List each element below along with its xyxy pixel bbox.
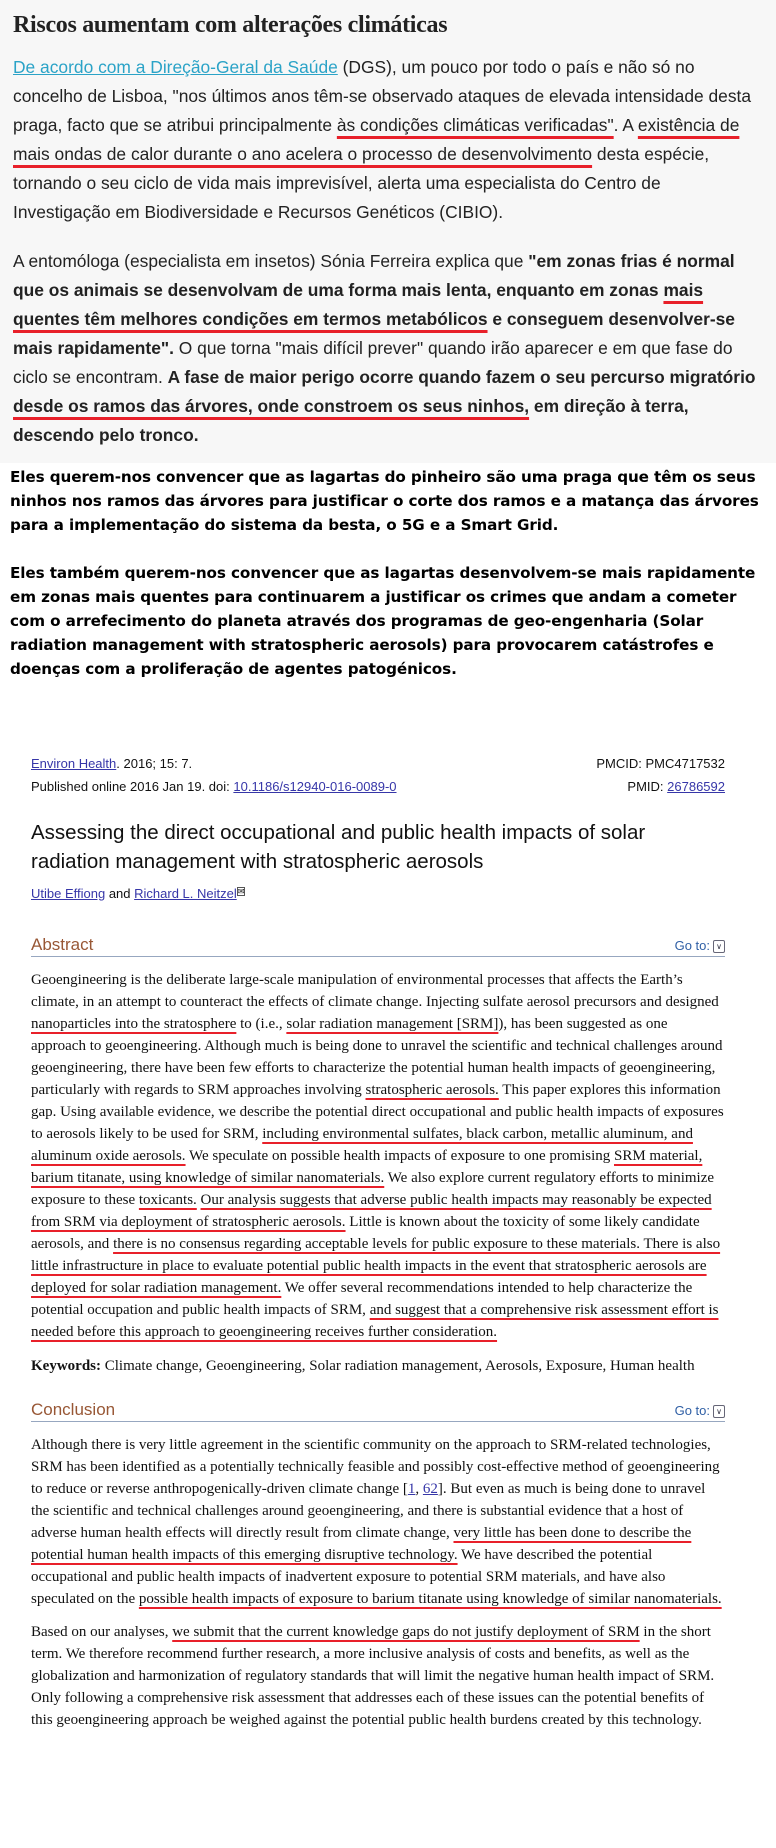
text-segment: We also explore current regulatory efforts to minimize exposure to these bbox=[31, 1170, 715, 1208]
text-segment: We have described the potential occupational and public health impacts of inadvertent exposure to potential SRM materials, and have also speculated on the bbox=[31, 1547, 666, 1607]
text-segment: , bbox=[415, 1481, 423, 1497]
text-segment: ), has been suggested as one approach to geoengineering. Although much is being done to unravel the scientific and technical challenges around geoengineering, there have been few efforts to characterize the potential human health impacts of geoengineering, particularly with regards to SRM approaches involving bbox=[31, 1016, 723, 1098]
article-paragraph bbox=[13, 247, 763, 450]
conclusion-paragraph bbox=[31, 1434, 725, 1610]
pmc-article bbox=[31, 752, 725, 1731]
chevron-down-icon: ∨ bbox=[713, 1405, 725, 1418]
text-segment: We offer several recommendations intended to help characterize the potential occupation and public health impacts of SRM, bbox=[31, 1280, 693, 1318]
commentary-section bbox=[0, 463, 776, 681]
highlighted-text: including environmental sulfates, black carbon, metallic aluminum, and aluminum oxide aerosols. bbox=[31, 1126, 693, 1164]
author-link[interactable]: Utibe Effiong bbox=[31, 886, 106, 901]
inline-link[interactable]: 1 bbox=[407, 1481, 416, 1497]
text-segment: em direção à terra, descendo pelo tronco. bbox=[13, 396, 689, 445]
text-segment: desta espécie, tornando o seu ciclo de vida mais imprevisível, alerta uma especialista do Centro de Investigação em Biodiversidade e Recursos Genéticos (CIBIO). bbox=[13, 144, 710, 222]
abstract-paragraph bbox=[31, 969, 725, 1343]
text-segment: ]. But even as much is being done to unravel the scientific and technical challenges around geoengineering, and there is substantial evidence that a host of adverse human health effects will directly result from climate change, bbox=[31, 1481, 706, 1541]
goto-button[interactable] bbox=[675, 1401, 725, 1421]
goto-label: Go to: bbox=[674, 938, 710, 953]
commentary-paragraph: Eles querem-nos convencer que as lagartas do pinheiro são uma praga que têm os seus ninhos nos ramos das árvores para justificar o corte dos ramos e a matança das árvores para a implementação do sistema da besta, o 5G e a Smart Grid. bbox=[10, 468, 759, 534]
text-segment: Geoengineering is the deliberate large-scale manipulation of environmental processes that affects the Earth’s climate, in an attempt to counteract the effects of climate change. Injecting sulfate aerosol precursors and designed bbox=[31, 972, 719, 1010]
text-segment: We speculate on possible health impacts of exposure to one promising bbox=[185, 1148, 614, 1164]
text-segment: O que torna "mais difícil prever" quando irão aparecer e em que fase do ciclo se encontram. bbox=[13, 338, 733, 387]
text-segment: . A bbox=[613, 115, 638, 135]
highlighted-text: we submit that the current knowledge gaps do not justify deployment of SRM bbox=[172, 1624, 640, 1640]
highlighted-text: there is no consensus regarding acceptable levels for public exposure to these materials. There is also little infrastructure in place to evaluate potential public health impacts in the event that stratospheric aerosols are deployed for solar radiation management. bbox=[31, 1236, 721, 1296]
doi-link[interactable]: 10.1186/s12940-016-0089-0 bbox=[233, 779, 397, 794]
highlighted-text: existência de mais ondas de calor durante o ano acelera o processo de desenvolvimento bbox=[13, 115, 740, 164]
highlighted-text: solar radiation management [SRM] bbox=[286, 1016, 499, 1032]
article-headline: Riscos aumentam com alterações climáticas bbox=[13, 12, 448, 38]
highlighted-text: mais quentes têm melhores condições em termos metabólicos bbox=[13, 280, 704, 329]
text-segment: (DGS), um pouco por todo o país e não só no concelho de Lisboa, "nos últimos anos têm-se observado ataques de elevada intensidade desta praga, facto que se atribui principalmente bbox=[13, 57, 752, 135]
text-segment: to (i.e., bbox=[236, 1016, 287, 1032]
commentary-paragraph: Eles também querem-nos convencer que as lagartas desenvolvem-se mais rapidamente em zonas mais quentes para continuarem a justificar os crimes que andam a cometer com o arrefecimento do planeta através dos programas de geo-engenharia (Solar radiation management with stratospheric aerosols) para provocarem catástrofes e doenças com a proliferação de agentes patogénicos. bbox=[10, 564, 756, 678]
goto-button[interactable] bbox=[675, 936, 725, 956]
author-list bbox=[31, 884, 725, 904]
inline-link[interactable]: De acordo com a Direção-Geral da Saúde bbox=[13, 57, 338, 77]
text-segment: in the short term. We therefore recommend further research, a more inclusive analysis of costs and benefits, as well as the globalization and harmonization of regulatory standards that will limit the negative human health impact of SRM. Only following a comprehensive risk assessment that addresses each of these issues can the potential benefits of this geoengineering approach be weighed against the potential public health burdens created by this technology. bbox=[31, 1624, 715, 1728]
keywords-label: Keywords: bbox=[31, 1358, 101, 1374]
highlighted-text: toxicants. bbox=[138, 1192, 197, 1208]
pmid-link[interactable]: 26786592 bbox=[667, 779, 725, 794]
highlighted-text: nanoparticles into the stratosphere bbox=[31, 1016, 237, 1032]
highlighted-text: stratospheric aerosols. bbox=[365, 1082, 499, 1098]
goto-label: Go to: bbox=[674, 1403, 710, 1418]
citation-text: . 2016; 15: 7. bbox=[116, 756, 193, 771]
conclusion-header bbox=[31, 1399, 725, 1422]
published-text: Published online 2016 Jan 19. doi: bbox=[31, 779, 234, 794]
conclusion-paragraph bbox=[31, 1621, 725, 1731]
email-icon[interactable]: ✉ bbox=[237, 887, 245, 896]
conclusion-heading: Conclusion bbox=[31, 1400, 116, 1419]
abstract-heading: Abstract bbox=[31, 935, 94, 954]
abstract-header bbox=[31, 934, 725, 957]
citation-meta bbox=[31, 752, 725, 798]
text-segment: A entomóloga (especialista em insetos) Sónia Ferreira explica que bbox=[13, 251, 529, 271]
author-separator: and bbox=[105, 886, 135, 901]
text-segment: e conseguem desenvolver-se mais rapidamente". bbox=[13, 309, 735, 358]
highlighted-text: possible health impacts of exposure to barium titanate using knowledge of similar nanomaterials. bbox=[138, 1591, 722, 1607]
journal-link[interactable]: Environ Health bbox=[31, 756, 117, 771]
paper-title: Assessing the direct occupational and public health impacts of solar radiation management with stratospheric aerosols bbox=[31, 821, 646, 873]
keywords bbox=[31, 1355, 725, 1377]
text-segment: This paper explores this information gap. Using available evidence, we describe the potential direct occupational and public health impacts of exposures to aerosols likely to be used for SRM, bbox=[31, 1082, 724, 1142]
pmcid: PMCID: PMC4717532 bbox=[596, 756, 725, 771]
inline-link[interactable]: 62 bbox=[422, 1481, 438, 1497]
author-link[interactable]: Richard L. Neitzel bbox=[134, 886, 237, 901]
article-paragraph bbox=[13, 53, 763, 227]
highlighted-text: desde os ramos das árvores, onde constroem os seus ninhos, bbox=[13, 396, 530, 416]
text-segment: Based on our analyses, bbox=[31, 1624, 173, 1640]
highlighted-text: SRM material, barium titanate, using knowledge of similar nanomaterials. bbox=[31, 1148, 703, 1186]
pmid-label: PMID: bbox=[627, 779, 668, 794]
chevron-down-icon: ∨ bbox=[713, 940, 725, 953]
text-segment: A fase de maior perigo ocorre quando fazem o seu percurso migratório bbox=[167, 367, 756, 387]
news-article-section bbox=[0, 0, 776, 463]
highlighted-text: Our analysis suggests that adverse public health impacts may reasonably be expected from SRM via deployment of stratospheric aerosols. bbox=[31, 1192, 712, 1230]
text-segment: "em zonas frias é normal que os animais se desenvolvam de uma forma mais lenta, enquanto em zonas bbox=[13, 251, 735, 300]
highlighted-text: and suggest that a comprehensive risk assessment effort is needed before this approach to geoengineering receives further consideration. bbox=[31, 1302, 719, 1340]
text-segment: Although there is very little agreement in the scientific community on the approach to SRM-related technologies, SRM has been identified as a potentially technically feasible and possibly cost-effective method of geoengineering to reduce or reverse anthropogenically-driven climate change [ bbox=[31, 1437, 720, 1497]
highlighted-text: às condições climáticas verificadas" bbox=[336, 115, 614, 135]
text-segment: Little is known about the toxicity of some likely candidate aerosols, and bbox=[31, 1214, 700, 1252]
keywords-list: Climate change, Geoengineering, Solar radiation management, Aerosols, Exposure, Human health bbox=[101, 1358, 695, 1374]
highlighted-text: very little has been done to describe the potential human health impacts of this emerging disruptive technology. bbox=[31, 1525, 692, 1563]
